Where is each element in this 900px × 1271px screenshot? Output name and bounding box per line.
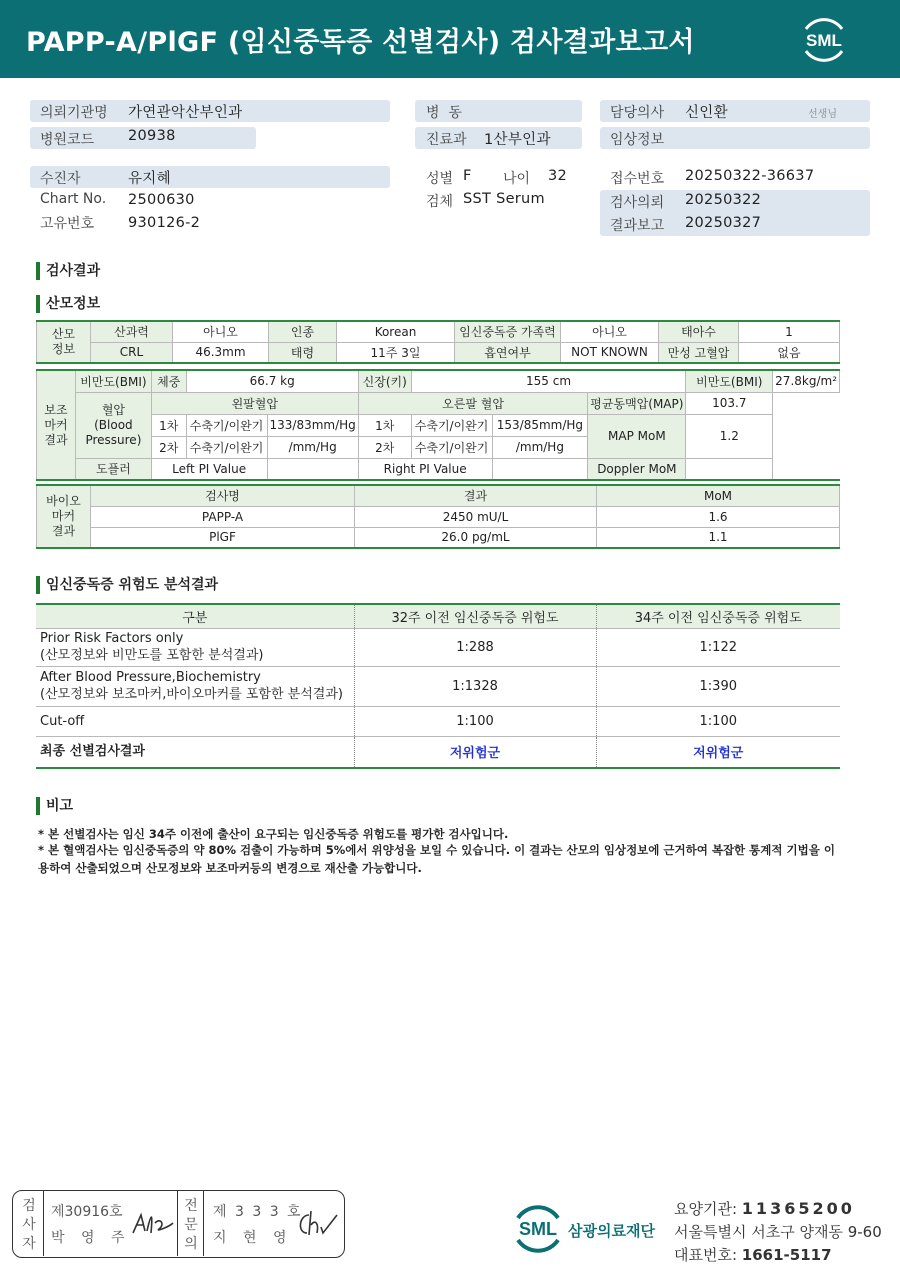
- dept-value: 1산부인과: [484, 132, 551, 148]
- cell: 태아수: [659, 321, 739, 342]
- cell: [267, 458, 358, 480]
- specialist-name: 지 현 영: [213, 1230, 293, 1246]
- report-title: PAPP-A/PlGF (임신중독증 선별검사) 검사결과보고서: [26, 27, 695, 58]
- cell: 1:390: [596, 666, 840, 706]
- cell: 1:100: [354, 706, 596, 736]
- risk-row: [36, 706, 840, 736]
- id-label: 고유번호: [40, 216, 95, 232]
- cell: 태령: [269, 342, 337, 363]
- specialist-license: 제 3 3 3 호: [213, 1204, 303, 1220]
- cell: 1:288: [354, 628, 596, 666]
- hospital-code-value: 20938: [128, 128, 176, 144]
- signature-box: [12, 1190, 345, 1258]
- remark-line-2: * 본 혈액검사는 임신중독증의 약 80% 검출이 가능하며 5%에서 위양성을 보일 수 있습니다. 이 결과는 산모의 임상정보에 근거하여 복잡한 통계적 기법을 이용하여 산출되었으며 산모정보와 보조마커등의 변경으로 재산출 가능합니다.: [38, 843, 835, 875]
- sml-logo: [796, 13, 852, 65]
- address: 서울특별시 서초구 양재동 9-60: [674, 1223, 882, 1241]
- inst-label: 요양기관:: [674, 1200, 738, 1218]
- patient-label: 수진자: [40, 171, 81, 187]
- cell: 2차: [151, 436, 186, 458]
- institution-number-line: [674, 1198, 855, 1219]
- request-label: 검사의뢰: [610, 195, 665, 211]
- aux-row: [37, 370, 840, 392]
- cell: CRL: [91, 342, 173, 363]
- section-maternal: 산모정보: [36, 295, 100, 313]
- aux-row: [37, 414, 840, 436]
- bio-header-row: [37, 485, 840, 506]
- phone-number: 1661-5117: [741, 1246, 832, 1264]
- cell: 1차: [151, 414, 186, 436]
- risk-sublabel: (산모정보와 보조마커,바이오마커를 포함한 분석결과): [40, 687, 343, 702]
- cell: 34주 이전 임신중독증 위험도: [596, 604, 840, 628]
- bio-side-label: 바이오 마커 결과: [37, 485, 91, 548]
- section-risk: 임신중독증 위험도 분석결과: [36, 576, 218, 594]
- examiner-signature-icon: [129, 1205, 175, 1241]
- cell: 155 cm: [411, 370, 686, 392]
- cell: 133/83mm/Hg: [267, 414, 358, 436]
- maternal-info-table: [36, 320, 840, 364]
- cell: NOT KNOWN: [561, 342, 659, 363]
- cell: [686, 458, 773, 480]
- phone-line: [674, 1244, 832, 1265]
- cell: [492, 458, 588, 480]
- cell: Right PI Value: [358, 458, 492, 480]
- cell: 아니오: [173, 321, 269, 342]
- risk-row: [36, 628, 840, 666]
- cell: 혈압 (Blood Pressure): [76, 392, 152, 458]
- cell: 저위험군: [354, 736, 596, 768]
- cell: 수축기/이완기: [186, 436, 267, 458]
- hospital-code-label: 병원코드: [40, 132, 95, 148]
- cell: Cut-off: [36, 706, 354, 736]
- patient-value: 유지혜: [128, 171, 171, 187]
- age-label: 나이: [503, 171, 531, 187]
- cell: 최종 선별검사결과: [36, 736, 354, 768]
- cell: 만성 고혈압: [659, 342, 739, 363]
- bio-row: [37, 527, 840, 548]
- ward-label: 병 동: [426, 105, 462, 121]
- maternal-side-label: 산모 정보: [37, 321, 91, 363]
- cell: 왼팔혈압: [151, 392, 358, 414]
- report-value: 20250327: [685, 215, 762, 231]
- cell: 저위험군: [596, 736, 840, 768]
- cell: 아니오: [561, 321, 659, 342]
- cell: 103.7: [686, 392, 773, 414]
- examiner-license: 제30916호: [51, 1204, 123, 1220]
- foundation-logo-text: SML: [519, 1219, 557, 1239]
- cell: 1.2: [686, 414, 773, 458]
- cell: 26.0 pg/mL: [355, 527, 597, 548]
- cell: 1차: [358, 414, 411, 436]
- section-remarks: 비고: [36, 797, 73, 815]
- cell: 11주 3일: [337, 342, 455, 363]
- cell: 1.6: [597, 506, 840, 527]
- cell: MAP MoM: [588, 414, 686, 458]
- dept-label: 진료과: [426, 132, 467, 148]
- cell: Korean: [337, 321, 455, 342]
- specimen-value: SST Serum: [463, 191, 545, 207]
- risk-final-row: [36, 736, 840, 768]
- cell: 흡연여부: [455, 342, 561, 363]
- chart-label: Chart No.: [40, 191, 107, 207]
- cell: 수축기/이완기: [411, 436, 492, 458]
- cell: 1:100: [596, 706, 840, 736]
- cell: 검사명: [91, 485, 355, 506]
- cell: 32주 이전 임신중독증 위험도: [354, 604, 596, 628]
- inst-number: 11365200: [741, 1199, 855, 1218]
- cell: 산과력: [91, 321, 173, 342]
- cell: PAPP-A: [91, 506, 355, 527]
- cell: 비만도(BMI): [686, 370, 773, 392]
- cell: 도플러: [76, 458, 152, 480]
- clinical-label: 임상정보: [610, 132, 665, 148]
- cell: 없음: [739, 342, 840, 363]
- cell: 인종: [269, 321, 337, 342]
- report-label: 결과보고: [610, 218, 665, 234]
- receipt-label: 접수번호: [610, 171, 665, 187]
- cell: Doppler MoM: [588, 458, 686, 480]
- cell: 임신중독증 가족력: [455, 321, 561, 342]
- cell: 구분: [36, 604, 354, 628]
- examiner-vertical-label: 검 사 자: [22, 1198, 36, 1252]
- specimen-label: 검체: [426, 194, 454, 210]
- cell: 66.7 kg: [186, 370, 358, 392]
- cell: [36, 628, 354, 666]
- risk-row: [36, 666, 840, 706]
- cell: 1.1: [597, 527, 840, 548]
- cell: 결과: [355, 485, 597, 506]
- sex-label: 성별: [426, 171, 454, 187]
- cell: [36, 666, 354, 706]
- cell: MoM: [597, 485, 840, 506]
- cell: 평균동맥압(MAP): [588, 392, 686, 414]
- examiner-name: 박 영 주: [51, 1230, 131, 1246]
- request-value: 20250322: [685, 192, 762, 208]
- specialist-vertical-label: 전 문 의: [184, 1198, 198, 1252]
- institution-value: 가연관악산부인과: [128, 105, 243, 121]
- biomarker-table: [36, 484, 840, 549]
- cell: /mm/Hg: [492, 436, 588, 458]
- cell: 수축기/이완기: [411, 414, 492, 436]
- maternal-row: [37, 342, 840, 363]
- aux-marker-table: [36, 369, 840, 481]
- cell: 153/85mm/Hg: [492, 414, 588, 436]
- aux-row: [37, 458, 840, 480]
- cell: 2차: [358, 436, 411, 458]
- sml-logo-text: SML: [806, 31, 842, 50]
- specialist-signature-icon: [293, 1205, 339, 1241]
- cell: 수축기/이완기: [186, 414, 267, 436]
- maternal-row: [37, 321, 840, 342]
- aux-row: [37, 392, 840, 414]
- cell: 27.8kg/m²: [773, 370, 840, 392]
- risk-label: After Blood Pressure,Biochemistry: [40, 670, 261, 685]
- phone-label: 대표번호:: [674, 1246, 738, 1264]
- cell: 비만도(BMI): [76, 370, 152, 392]
- report-header: [0, 0, 900, 78]
- cell: 체중: [151, 370, 186, 392]
- chart-value: 2500630: [128, 192, 195, 208]
- cell: 1: [739, 321, 840, 342]
- sex-value: F: [463, 168, 472, 184]
- bio-row: [37, 506, 840, 527]
- cell: 신장(키): [358, 370, 411, 392]
- cell: 2450 mU/L: [355, 506, 597, 527]
- risk-label: Prior Risk Factors only: [40, 631, 184, 646]
- remark-line-1: * 본 선별검사는 임신 34주 이전에 출산이 요구되는 임신중독증 위험도를 평가한 검사입니다.: [38, 827, 509, 841]
- cell: 1:122: [596, 628, 840, 666]
- cell: /mm/Hg: [267, 436, 358, 458]
- risk-sublabel: (산모정보와 비만도를 포함한 분석결과): [40, 648, 264, 663]
- cell: 1:1328: [354, 666, 596, 706]
- cell: 46.3mm: [173, 342, 269, 363]
- doctor-suffix: 선생님: [808, 109, 837, 120]
- doctor-label: 담당의사: [610, 105, 665, 121]
- risk-table: [36, 603, 840, 769]
- risk-header-row: [36, 604, 840, 628]
- doctor-value: 신인환: [685, 105, 728, 121]
- age-value: 32: [548, 168, 568, 184]
- cell: Left PI Value: [151, 458, 267, 480]
- cell: PlGF: [91, 527, 355, 548]
- cell: 오른팔 혈압: [358, 392, 588, 414]
- foundation-logo: [508, 1198, 568, 1258]
- section-results: 검사결과: [36, 262, 100, 280]
- foundation-name: 삼광의료재단: [568, 1222, 655, 1240]
- id-value: 930126-2: [128, 215, 201, 231]
- receipt-value: 20250322-36637: [685, 168, 815, 184]
- aux-side-label: 보조 마커 결과: [37, 370, 76, 480]
- institution-label: 의뢰기관명: [40, 105, 108, 121]
